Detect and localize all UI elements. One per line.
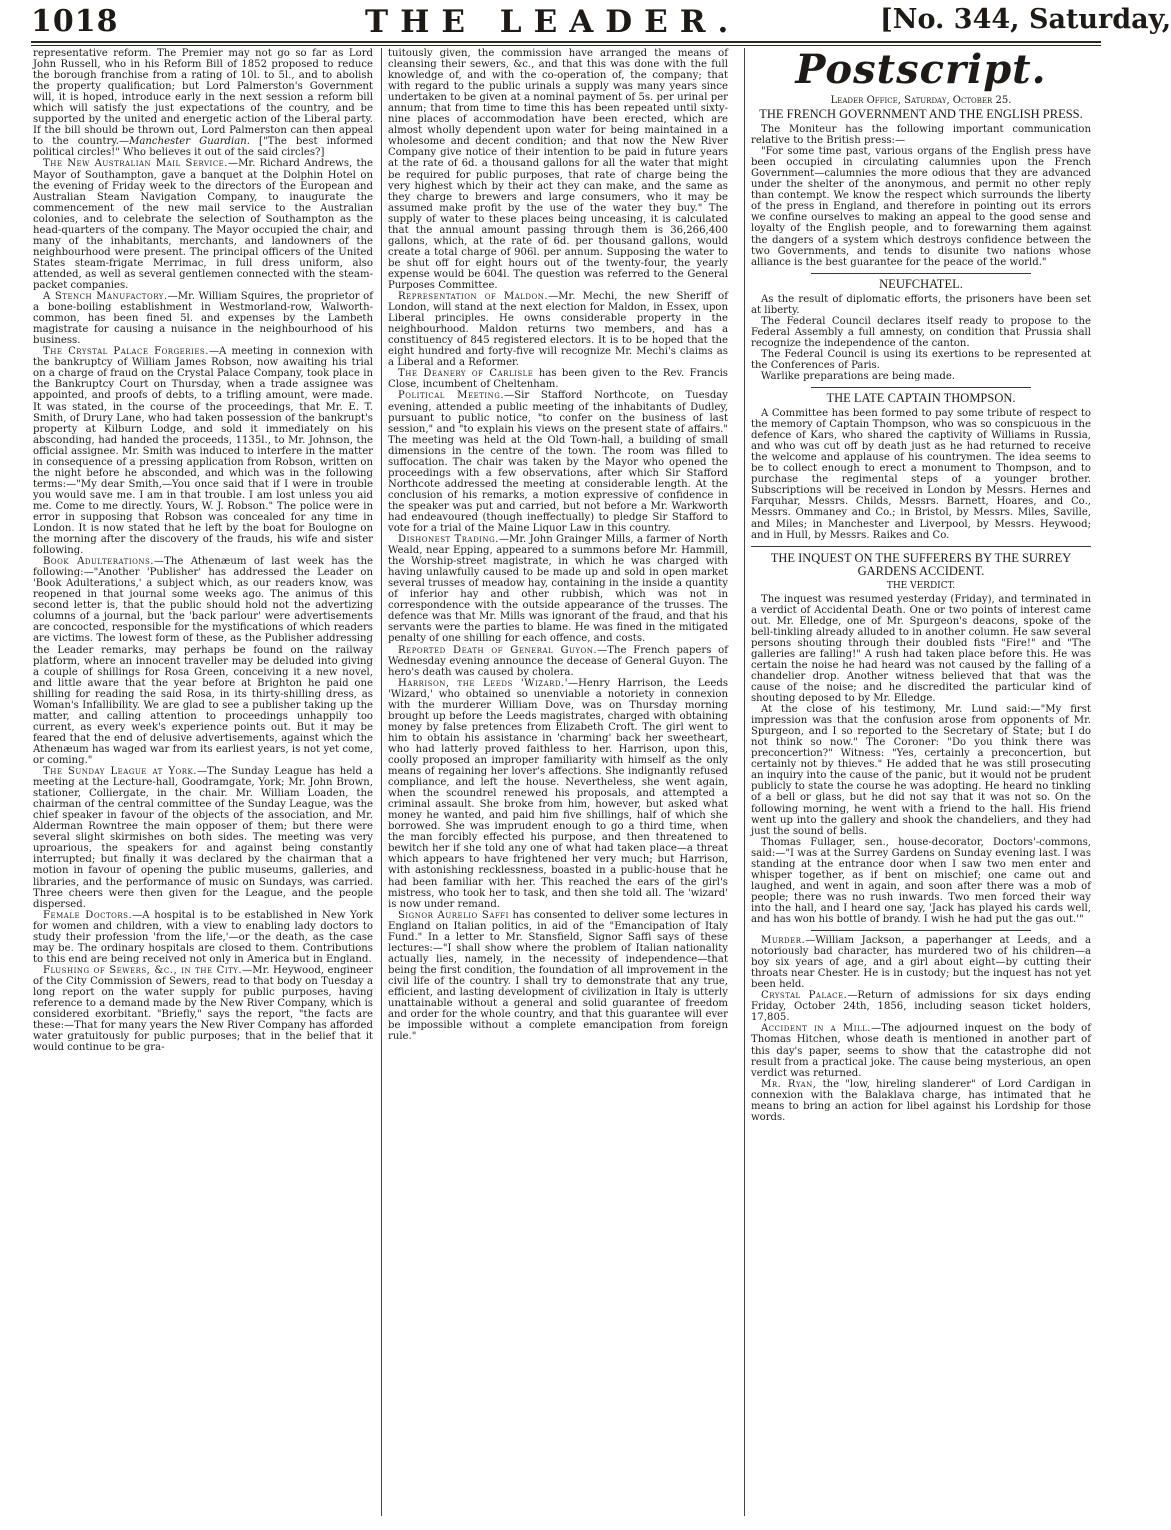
headline: Murder. (761, 935, 806, 947)
headline: Mr. Ryan, (761, 1078, 817, 1090)
article-french-intro: The Moniteur has the following important communication relative to the British press:— (751, 124, 1091, 147)
article-maldon: Representation of Maldon.—Mr. Mechi, the new Sheriff of London, will stand at the next election for Maldon, in Essex, upon Liberal principles. He owns considerable property in the neighbourhood. Maldon returns two members, and has a constituency of 845 registered electors. It is to be hoped that the eight hundred and forty-five will recognize Mr. Mechi's claims as a Liberal and a Reformer. (388, 291, 728, 369)
article-thompson: A Committee has been formed to pay some tribute of respect to the memory of Captain Thompson, who was so conspicuous in the defence of Kars, who shared the captivity of Williams in Russia, and who was cut off by death just as he had returned to receive the welcome and applause of his countrymen. The idea seems to be to collect enough to erect a monument to Thompson, and to purchase the regimental steps of a younger brother. Subscriptions will be received in London by Messrs. Hernes and Farquhar, Messrs. Childs, Messrs. Barnett, Hoares, and Co., Messrs. Ommaney and Co.; in Bristol, by Messrs. Miles, Saville, and Miles; in Manchester and Liverpool, by Messrs. Heywood; and in Hull, by Messrs. Raikes and Co. (751, 408, 1091, 541)
newspaper-title: THE LEADER. (365, 4, 741, 40)
article-mail-service: The New Australian Mail Service.—Mr. Richard Andrews, the Mayor of Southampton, gave a banquet at the Dolphin Hotel on the evening of Friday week to the directors of the European and Australian Steam Navigation Company, to inaugurate the commencement of the new mail service to the Australian colonies, and to celebrate the selection of Southampton as the head-quarters of the company. The Mayor occupied the chair, and many of the inhabitants, merchants, and landowners of the neighbourhood were present. The principal officers of the United States steam-frigate Merrimac, in full dress uniform, also attended, as well as several gentlemen connected with the steam-packet companies. (33, 158, 373, 291)
headline: Harrison, the Leeds 'Wizard.' (398, 677, 569, 689)
issue-label: [No. 344, Saturday, (880, 4, 1171, 35)
postscript-title: Postscript. (795, 46, 1047, 93)
article-neufchatel-3: The Federal Council is using its exertions to be represented at the Conferences of Paris. (751, 348, 1091, 371)
article-ryan: Mr. Ryan, the "low, hireling slanderer" of Lord Cardigan in connexion with the Balaklava charge, has intimated that he means to bring an action for libel against his Lordship for those words. (751, 1078, 1091, 1123)
article-sunday-league: The Sunday League at York.—The Sunday League has held a meeting at the Lecture-hall, Goodramgate, York; Mr. John Brown, stationer, Colliergate, in the chair. Mr. William Loaden, the chairman of the central committee of the Sunday League, was the chief speaker in favour of the objects of the association, and Mr. Alderman Rowntree the main opposer of them; but there were several slight skirmishes on both sides. The meeting was very uproarious, the speakers for and against being constantly interrupted; but finally it was declared by the chairman that a motion in favour of opening the public museums, galleries, and libraries, and the performance of music on Sundays, was carried. Three cheers were then given for the League, and the people dispersed. (33, 766, 373, 910)
section-title-french-government: THE FRENCH GOVERNMENT AND THE ENGLISH PRESS. (759, 107, 1083, 122)
article-reform: representative reform. The Premier may not go so far as Lord John Russell, who in his Reform Bill of 1852 proposed to reduce the borough franchise from a rating of 10l. to 5l., and to abolish the property qualification; but Lord Palmerston's Government will, it is hoped, introduce early in the next session a reform bill which will satisfy the just expectations of the country, and be supported by the united and energetic action of the Liberal party. If the bill should be thrown out, Lord Palmerston can then appeal to the country.—Manchester Guardian. ["The best informed political circles!" Who believes it out of the said circles?] (33, 48, 373, 159)
article-leeds-wizard: Harrison, the Leeds 'Wizard.'—Henry Harrison, the Leeds 'Wizard,' who obtained so unenviable a notoriety in connexion with the murderer William Dove, was on Thursday morning brought up before the Leeds magistrates, charged with obtaining money by false pretences from Elizabeth Croft. The girl went to him to obtain his assistance in 'charming' back her sweetheart, who had latterly proved faithless to her. Harrison, upon this, coolly proposed an improper familiarity with himself as the only means of regaining her lover's affections. She indignantly refused compliance, and left the house. Nevertheless, she went again, when the scoundrel renewed his proposals, and attempted a criminal assault. She broke from him, however, but asked what money he wanted, and paid him five shillings, half of which she borrowed. She was imprudent enough to go a third time, when the man forcibly effected his purpose, and then threatened to bewitch her if she told any one of what had taken place—a threat which appears to have frightened her very much; but Harrison, with astonishing recklessness, boasted in a public-house that he had been familiar with her. This reached the ears of the girl's mistress, who took her to task, and then she told all. The 'wizard' is now under remand. (388, 677, 728, 910)
article-inquest-1: The inquest was resumed yesterday (Friday), and terminated in a verdict of Accidental Death. One or two points of interest came out. Mr. Elledge, one of Mr. Spurgeon's deacons, spoke of the bell-tinkling already alluded to in another column. He saw several persons shouting through their doubled fists "Fire!" and "The galleries are falling!" A rush had taken place before this. He was certain the noise he had heard was not caused by the falling of a chandelier drop. Another witness believed that that was the cause of the noise; and he discredited the particular kind of shouting deposed to by Mr. Elledge. (751, 593, 1091, 705)
header-rule (31, 41, 1101, 43)
article-french-quote: "For some time past, various organs of the English press have been occupied in circulating calumnies upon the French Government—calumnies the more odious that they are advanced under the shelter of the anonymous, and permit no other reply than contempt. We know the respect which surrounds the liberty of the press in England, and therefore in pointing out its errors we confine ourselves to making an appeal to the good sense and loyalty of the English people, and to forewarning them against the dangers of a system which destroys confidence between the two Governments, and tends to disunite two nations whose alliance is the best guarantee for the peace of the world." (751, 146, 1091, 268)
article-neufchatel-4: Warlike preparations are being made. (761, 370, 956, 382)
separator (811, 273, 1031, 274)
article-stench: A Stench Manufactory.—Mr. William Squires, the proprietor of a bone-boiling establishment in Westmorland-row, Walworth-common, has been fined 5l. and expenses by the Lambeth magistrate for causing a nuisance in the neighbourhood of his business. (33, 291, 373, 347)
headline: Political Meeting. (398, 390, 505, 402)
masthead (0, 0, 1171, 44)
article-general-guyon: Reported Death of General Guyon.—The French papers of Wednesday evening announce the decease of General Guyon. The hero's death was caused by cholera. (388, 644, 728, 678)
article-neufchatel-2: The Federal Council declares itself ready to propose to the Federal Assembly a full amnesty, on condition that Prussia shall recognize the independence of the canton. (751, 315, 1091, 349)
headline: The Crystal Palace Forgeries. (43, 346, 209, 358)
headline: Signor Aurelio Saffi (398, 909, 509, 921)
subheading-verdict: THE VERDICT. (886, 580, 956, 591)
article-crystal-palace-return: Crystal Palace.—Return of admissions for six days ending Friday, October 24th, 1856, including season ticket holders, 17,805. (751, 990, 1091, 1024)
headline: The Sunday League at York. (43, 766, 197, 778)
column-3 (751, 48, 1091, 1518)
column-1 (33, 48, 373, 1518)
section-title-thompson: THE LATE CAPTAIN THOMPSON. (826, 391, 1016, 406)
headline: Female Doctors. (43, 909, 133, 921)
headline: Accident in a Mill. (761, 1023, 871, 1035)
headline: A Stench Manufactory. (43, 291, 168, 303)
section-title-inquest: THE INQUEST ON THE SUFFERERS BY THE SURREY GARDENS ACCIDENT. (770, 550, 1072, 578)
separator (811, 387, 1031, 388)
article-sewers-continued: tuitously given, the commission have arranged the means of cleansing their sewers, &c., and that this was done with the full knowledge of, and with the co-operation of, the company; that with regard to the public urinals a supply was many years since undertaken to be given at a nominal payment of 5s. per urinal per annum; that from time to time this has been repeated until sixty-nine places of accommodation have been erected, which are almost wholly dependent upon water for being maintained in a wholesome and decent condition; and that now the New River Company give notice of their intention to be paid in future years at the rate of 6d. a thousand gallons for all the water that might be required for public purposes, that rate of charge being the very highest which by their act they can make, and the same as they charge to brewers and large consumers, who it may be assumed make profit by the use of the water they buy." The supply of water to these places being unceasing, it is calculated that the annual amount passing through them is 36,266,400 gallons, which, at the rate of 6d. per thousand gallons, would create a total charge of 906l. per annum. Supposing the water to be shut off for eight hours out of the twenty-four, the yearly expense would be 604l. The question was referred to the General Purposes Committee. (388, 48, 728, 291)
article-saffi: Signor Aurelio Saffi has consented to deliver some lectures in England on Italian politics, in aid of the "Emancipation of Italy Fund." In a letter to Mr. Stansfield, Signor Saffi says of these lectures:—"I shall show where the problem of Italian nationality actually lies, namely, in the necessity of independence—that being the first condition, the foundation of all improvement in the civil life of the country. I shall try to demonstrate that any true, efficient, and lasting development of civilization in Italy is utterly unattainable without a general and solid guarantee of freedom and order for the whole country, and that this guarantee will ever be impossible without a complete emancipation from foreign rule." (388, 909, 728, 1043)
headline: Crystal Palace. (761, 990, 848, 1002)
article-dishonest-trading: Dishonest Trading.—Mr. John Grainger Mills, a farmer of North Weald, near Epping, appeared to a summons before Mr. Hammill, the Worship-street magistrate, in which he was charged with having unlawfully caused to be made up and sold in open market several trusses of meadow hay, containing in the inside a quantity of inferior hay and other rubbish, which was not in correspondence with the outside appearance of the trusses. The defence was that Mr. Mills was ignorant of the fraud, and that his servants were the parties to blame. He was fined in the mitigated penalty of one shilling for each offence, and costs. (388, 534, 729, 645)
article-flushing-sewers: Flushing of Sewers, &c., in the City.—Mr. Heywood, engineer of the City Commission of Sewers, read to that body on Tuesday a long report on the water supply for public purposes, having reference to a demand made by the New River Company, which is considered exorbitant. "Briefly," says the report, "the facts are these:—That for many years the New River Company has afforded water gratuitously for public purposes; that in the belief that it would continue to be gra- (33, 964, 373, 1054)
article-neufchatel-1: As the result of diplomatic efforts, the prisoners have been set at liberty. (751, 293, 1091, 316)
article-book-adulterations: Book Adulterations.—The Athenæum of last week has the following:—"Another 'Publisher' has addressed the Leader on 'Book Adulterations,' a subject which, as our readers know, was reopened in that journal some weeks ago. The animus of this second letter is, that the public should hold not the advertizing columns of a journal, but the 'back parlour' were advertisements are concocted, responsible for the mystifications of which readers are victims. The lowest form of these, as the Publisher addressing the Leader remarks, may perhaps be found on the railway platform, where an innocent traveller may be deluded into giving a couple of shillings for Rosa Green, conceiving it a new novel, and little aware that the year before at Brighton he paid one shilling for reading the said Rosa, in its thirty-shilling dress, as Woman's Infallibility. We are glad to see a publisher taking up the matter, and calling attention to proceedings unhappily too current, as every week's experience points out. But it may be feared that the end of delusive advertisements, against which the Athenæum has waged war from its earliest years, is not yet come, or coming." (33, 556, 373, 766)
article-carlisle: The Deanery of Carlisle has been given to the Rev. Francis Close, incumbent of Cheltenham. (388, 368, 728, 391)
page-number: 1018 (31, 4, 119, 39)
section-title-neufchatel: NEUFCHATEL. (879, 276, 963, 291)
article-murder: Murder.—William Jackson, a paperhanger at Leeds, and a notoriously bad character, has murdered two of his children—a boy six years of age, and a girl about eight—by cutting their throats near Chester. He is in custody; but the inquest has not yet been held. (751, 935, 1091, 991)
column-divider-2 (744, 48, 745, 1516)
dateline: Leader Office, Saturday, October 25. (830, 95, 1012, 106)
headline: Book Adulterations. (43, 556, 154, 568)
headline: Reported Death of General Guyon. (398, 644, 598, 656)
column-divider-1 (381, 48, 382, 1516)
separator (811, 930, 1031, 931)
headline: Representation of Maldon. (398, 291, 549, 303)
article-crystal-palace-forgeries: The Crystal Palace Forgeries.—A meeting in connexion with the bankruptcy of William James Robson, now awaiting his trial on a charge of fraud on the Crystal Palace Company, took place in the Bankruptcy Court on Thursday, when a trade assignee was appointed, and proofs of debts, to a trifling amount, were made. It was stated, in the course of the proceedings, that Mr. E. T. Smith, of Drury Lane, who had taken possession of the bankrupt's property at Kilburn Lodge, and sold it immediately on his absconding, had handed the proceeds, 1135l., to Mr. Johnson, the official assignee. Mr. Smith was induced to interfere in the matter in consequence of a pressing application from Robson, written on the night before he absconded, and which was in the following terms:—"My dear Smith,—You once said that if I were in trouble you would save me. I am in that trouble. I am lost unless you aid me. Come to me directly. Yours, W. J. Robson." The police were in error in supposing that Robson was concealed for any time in London. It is now stated that he left by the boat for Boulogne on the morning after the discovery of the frauds, his wife and sister following. (33, 346, 374, 557)
headline: The New Australian Mail Service. (43, 158, 228, 170)
headline: Flushing of Sewers, &c., in the City. (43, 964, 243, 976)
article-inquest-3: Thomas Fullager, sen., house-decorator, Doctors'-commons, said:—"I was at the Surrey Gardens on Sunday evening last. I was standing at the entrance door when I saw two men enter and whisper together, as if bent on mischief; one came out and laughed, and went in again, and soon after there was a mob of people; there was no rush inwards. Two men forced their way into the hall, and I heard one say, 'Jack has played his cards well, and has won his bottle of brandy. I wish he had put the gas out.'" (751, 836, 1091, 925)
column-2 (388, 48, 728, 1518)
separator (751, 546, 1091, 547)
article-mill-accident: Accident in a Mill.—The adjourned inquest on the body of Thomas Hitchen, whose death is mentioned in another part of this day's paper, seems to show that the catastrophe did not result from a practical joke. The cause being mysterious, an open verdict was returned. (751, 1023, 1091, 1079)
headline: The Deanery of Carlisle (398, 368, 534, 380)
article-female-doctors: Female Doctors.—A hospital is to be established in New York for women and children, with a view to enabling lady doctors to study their profession 'from the life,'—or the death, as the case may be. The ordinary hospitals are closed to them. Contributions to this end are being received not only in America but in England. (33, 909, 373, 965)
article-inquest-2: At the close of his testimony, Mr. Lund said:—"My first impression was that the confusion arose from opponents of Mr. Spurgeon, and I so reported to the Secretary of State; but I do not think so now." The Coroner: "Do you think there was preconcertion?" Witness: "Yes, certainly a preconcertion, but certainly not by thieves." He added that he was still prosecuting an inquiry into the cause of the panic, but it would not be prudent publicly to state the course he was adopting. He heard no tinkling of a bell or glass, but he did not say that it was not so. On the following morning, he went with a friend to the hall. His friend went up into the gallery and shook the chandeliers, and they had just the sound of bells. (751, 704, 1091, 837)
headline: Dishonest Trading. (398, 534, 499, 546)
article-political-meeting: Political Meeting.—Sir Stafford Northcote, on Tuesday evening, attended a public meeting of the inhabitants of Dudley, pursuant to public notice, "to confer on the business of last session," and "to explain his views on the present state of affairs." The meeting was held at the Old Town-hall, a building of small dimensions in the centre of the town. The room was filled to suffocation. The chair was taken by the Mayor who opened the proceedings with a few observations, after which Sir Stafford Northcote addressed the meeting at considerable length. At the conclusion of his remarks, a motion expressive of confidence in the speaker was put and carried, but not before a Mr. Warkworth had endeavoured (though ineffectually) to pledge Sir Stafford to vote for a trial of the Maine Liquor Law in this country. (388, 390, 729, 535)
